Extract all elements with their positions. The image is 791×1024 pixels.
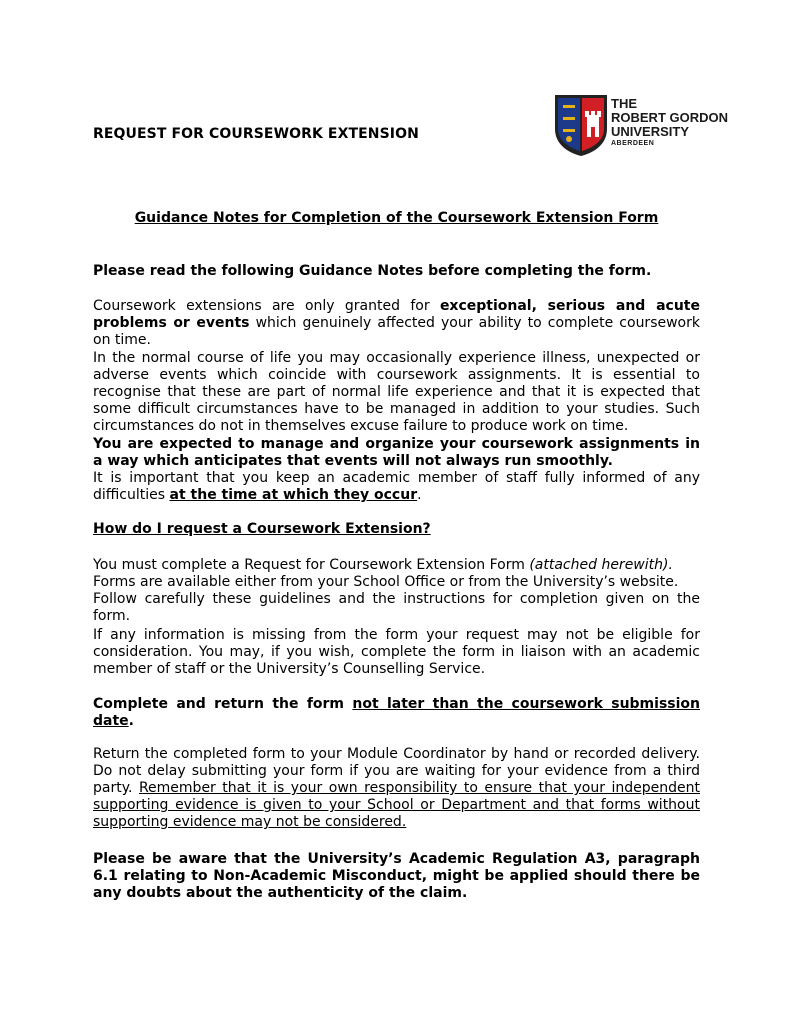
text-span: Return the completed form to your Module Coordinator by hand or recorded delivery. Do not delay submitting your form if you are waiting for your evidence from a third party.: [93, 746, 700, 796]
paragraph-1: [93, 298, 700, 349]
logo-line: UNIVERSITY: [611, 124, 690, 139]
text-span: Coursework extensions are only granted for: [93, 298, 440, 314]
paragraph-4: [93, 470, 700, 504]
text-span: Complete and return the form: [93, 696, 353, 712]
italic-span: (attached herewith).: [529, 557, 673, 573]
bold-underline-span: at the time at which they occur: [169, 487, 418, 503]
text-span: It is important that you keep an academic member of staff fully informed of any difficulties: [93, 470, 700, 503]
text-span: .: [128, 713, 134, 729]
guidance-title: Guidance Notes for Completion of the Coursework Extension Form: [134, 210, 659, 226]
paragraph-2: In the normal course of life you may occasionally experience illness, unexpected or adverse events which coincide with coursework assignments. It is essential to recognise that these are part of normal life experience and that it is expected that some difficult circumstances have to be managed in addition to your studies. Such circumstances do not in themselves excuse failure to produce work on time.: [93, 350, 700, 434]
paragraph-3: You are expected to manage and organize your coursework assignments in a way which anticipates that events will not always run smoothly.: [93, 436, 700, 469]
paragraph-7: [93, 696, 700, 730]
logo-line: ROBERT GORDON: [611, 110, 728, 125]
university-logo: [553, 93, 728, 159]
underline-span: Remember that it is your own responsibility to ensure that your independent supporting evidence is given to your School or Department and that forms without supporting evidence may not be considered.: [93, 780, 700, 830]
line: Follow carefully these guidelines and the instructions for completion given on the form.: [93, 591, 700, 624]
bold-span: exceptional, serious and acute problems or events: [93, 298, 700, 331]
paragraph-9: Please be aware that the University’s Academic Regulation A3, paragraph 6.1 relating to Non-Academic Misconduct, might be applied should there be any doubts about the authenticity of the claim.: [93, 851, 700, 901]
line: Forms are available either from your School Office or from the University’s website.: [93, 574, 679, 590]
paragraph-6: If any information is missing from the form your request may not be eligible for consideration. You may, if you wish, complete the form in liaison with an academic member of staff or the University’s Counselling Service.: [93, 627, 700, 677]
line: [93, 557, 700, 574]
paragraph-8: [93, 746, 700, 831]
text-span: .: [417, 487, 422, 503]
underline-span: not later than the coursework submission date: [93, 696, 700, 729]
crest-icon: [553, 93, 609, 157]
document-title: REQUEST FOR COURSEWORK EXTENSION: [93, 126, 419, 142]
paragraph-5: [93, 557, 700, 625]
text-span: which genuinely affected your ability to complete coursework on time.: [93, 315, 700, 348]
section-title-request: How do I request a Coursework Extension?: [93, 521, 431, 537]
logo-wordmark: [611, 97, 728, 149]
intro-instruction: Please read the following Guidance Notes before completing the form.: [93, 263, 652, 279]
text-span: You must complete a Request for Coursework Extension Form: [93, 557, 530, 573]
logo-line: THE: [611, 96, 637, 111]
logo-line-small: ABERDEEN: [611, 140, 655, 147]
